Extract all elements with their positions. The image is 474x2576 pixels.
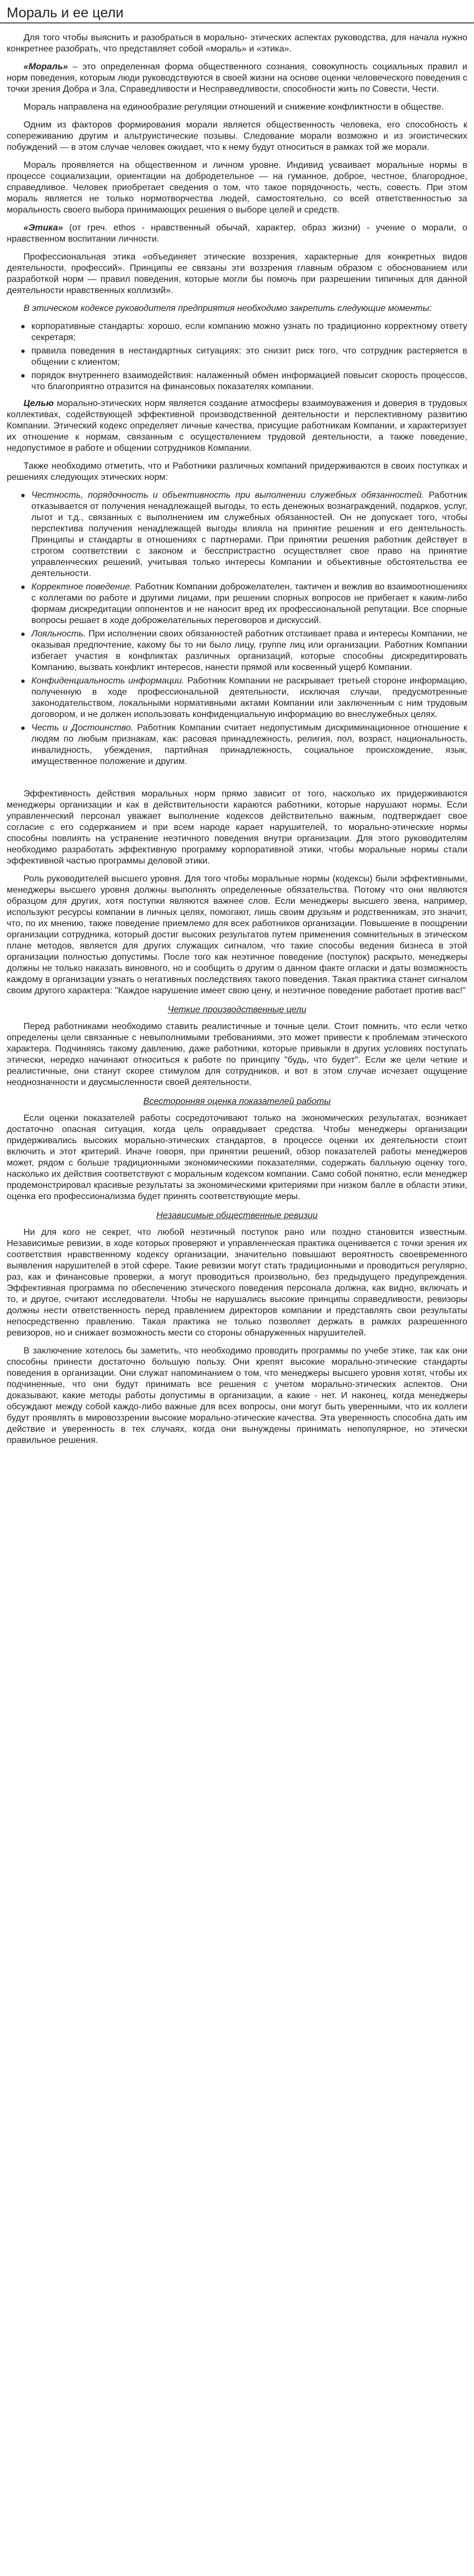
norm-title: Честность, порядочность и объективность при выполнении служебных обязанностей. bbox=[31, 490, 424, 500]
paragraph-effectiveness: Эффективность действия моральных норм прямо зависит от того, насколько их придерживаются менеджеры организации и как в действительности караются работники, которые нарушают нормы. Если управленческий персонал уважает выполнение кодексов действительно важным, подтверждает свое согласие с его содержанием и при всем народе карает нарушителей, то морально-этические нормы способны повлиять на устранение неэтичного поведения внутри организации. Для этого руководителям необходимо разработать эффективную программу корпоративной этики, чтобы моральные нормы стали эффективной частью программы деловой этики. bbox=[7, 789, 467, 866]
paragraph-moral-definition bbox=[7, 62, 467, 95]
norm-text: При исполнении своих обязанностей работник отстаивает права и интересы Компании, не оказывая предпочтение, какому бы то ни было лицу, группе лиц или организации. Работник Компании избегает участия в конфликтах различных организаций, которые способны дискредитировать Компанию, вызвать конфликт интересов, нанести прямой или косвенный ущерб Компании. bbox=[31, 629, 467, 672]
norm-title: Конфиденциальность информации. bbox=[31, 676, 185, 686]
list-item bbox=[21, 490, 467, 579]
list-item bbox=[21, 582, 467, 626]
article-body bbox=[7, 32, 467, 1453]
ethical-norms-list bbox=[21, 490, 467, 767]
ethics-definition-text: (от греч. ethos - нравственный обычай, характер, образ жизни) - учение о морали, о нравственном воспитании личности. bbox=[7, 223, 467, 244]
term-moral: «Мораль» bbox=[24, 62, 68, 72]
section-heading-audits: Независимые общественные ревизии bbox=[156, 1211, 318, 1220]
norm-title: Честь и Достоинство. bbox=[31, 723, 134, 733]
term-goal: Целью bbox=[24, 399, 54, 408]
moral-definition-text: – это определенная форма общественного сознания, совокупность социальных правил и норм поведения, которым люди руководствуются в своей жизни на основе оценки человеческого поведения с точки зрения Добра и Зла, Справедливости и Несправедливости, способности жить по Совести, Чести. bbox=[7, 62, 467, 94]
code-points-list bbox=[21, 321, 467, 393]
section-heading-evaluation: Всесторонняя оценка показателей работы bbox=[143, 1097, 331, 1106]
list-item: правила поведения в нестандартных ситуациях: это снизит риск того, что сотрудник растеряется в общении с клиентом; bbox=[21, 346, 467, 368]
paragraph-professional-ethics: Профессиональная этика «объединяет этические воззрения, характерные для конкретных видов деятельности, профессий». Принципы ее связаны эти воззрения главным образом с обоснованием или разработкой норм — правил поведения, которые могли бы помочь при разрешении типичных для данной деятельности нравственных коллизий». bbox=[7, 252, 467, 295]
norm-text: Работник отказывается от получения ненадлежащей выгоды, то есть денежных вознаграждений, подарков, услуг, льгот и т.д., связанных с выполнением им служебных обязанностей. Он не допускает того, чтобы перспектива получения ненадлежащей выгоды влияла на принятие решения и его деятельность. Принципы и стандарты в отношениях с партнерами. При принятии решения работник действует в строгом соответствии с законом и бесспристрастно осуществляет свое право на принятие управленческих решений, учитывая только интересы Компании и объективные обстоятельства ее деятельности. bbox=[31, 490, 467, 578]
paragraph-goal bbox=[7, 398, 467, 454]
paragraph-conclusion: В заключение хотелось бы заметить, что необходимо проводить программы по учебе этике, так как они способны принести достаточно большую пользу. Они крепят высокие морально-этические стандарты поведения в организации. Они служат напоминанием о том, что менеджеры высшего уровня хотят, чтобы их подчиненные, что они будут принимать все решения с учетом морально-этических аспектов. Они доказывают, какие методы работы допустимы в организации, а какие - нет. И наконец, когда менеджеры обсуждают между собой каждо-либо важные для всех вопросы, они могут быть уверенными, что их коллеги будут проявлять в мировоззрении высокие морально-этические качества. Эта уверенность способна дать им действие и уверенность в тех случаях, когда они вынуждены принимать непопулярное, но этически правильное решения. bbox=[7, 1346, 467, 1445]
list-item: порядок внутреннего взаимодействия: налаженный обмен информацией повысит скорость процессов, что благоприятно отразится на финансовых показателях компании. bbox=[21, 370, 467, 393]
term-ethics: «Этика» bbox=[24, 223, 63, 233]
list-item: корпоративные стандарты: хорошо, если компанию можно узнать по традиционно корректному ответу секретаря; bbox=[21, 321, 467, 343]
paragraph-audits: Ни для кого не секрет, что любой неэтичный поступок рано или поздно становится известным. Независимые ревизии, в ходе которых проверяют и управленческая практика оценивается с точки зрения их соответствия нравственному кодексу организации, значительно повышают вероятность своевременного выявления нарушителей в этой сфере. Такие ревизии могут стать традиционными и проводиться регулярно, раз, как и финансовые проверки, а могут проводиться произвольно, без предыдущего предупреждения. Эффективная программа по обеспечению этического поведения персонала должна, как видно, включать и то, и другое, считают исследователи. Чтобы не нарушались высокие принципы справедливости, ревизоры должны нести ответственность перед правлением директоров компании и представлять свои результаты непосредственно правлению. Такая практика не только позволяет держать в рамках разрешенного ревизоров, но и снижает возможность мести со стороны обнаруженных нарушителей. bbox=[7, 1228, 467, 1338]
paragraph-goals: Перед работниками необходимо ставить реалистичные и точные цели. Стоит помнить, что если четко определены цели связанные с невыполнимыми требованиями, это может привести к проблемам этического характера. Подчиняясь такому давлению, даже работники, которые привыкли в других условиях поступать этически, нередко начинают относиться к работе по принципу "будь, что будет". Если же цели четкие и реалистичные, они станут скорее стимулом для сотрудников, и вот в этом случае исчезает ощущение неоднозначности и двусмысленности своей деятельности. bbox=[7, 1022, 467, 1087]
paragraph-code-intro: В этическом кодексе руководителя предприятия необходимо закрепить следующие моменты: bbox=[24, 304, 432, 313]
norm-title: Корректное поведение. bbox=[31, 582, 133, 592]
paragraph-moral-factors: Одним из факторов формирования морали является общественность человека, его способность к сопереживанию другим и альтруистические позывы. Следование морали возможно и из эгоистических побуждений — в этом случае человек ожидает, что к нему будут относиться в рамках той же морали. bbox=[7, 120, 467, 152]
norm-text: Работник Компании доброжелателен, тактичен и вежлив во взаимоотношениях с коллегами по работе и другими лицами, при решении спорных вопросов не прибегает к каким-либо формам дискредитации оппонентов и не наносит вред их профессиональной репутации. Все спорные вопросы решает в ходе доброжелательных переговоров и дискуссий. bbox=[31, 582, 468, 625]
paragraph-moral-levels: Мораль проявляется на общественном и личном уровне. Индивид усваивает моральные нормы в процессе социализации, ориентации на добродетельное — на гуманное, доброе, честное, благородное, справедливое. Человек приобретает сведения о том, что такое порядочность, честь, совесть. При этом мораль является не только нормотворчества людей, самостоятельно, со всей ответственностью за моральность своего выбора принимающих решения о выборе целей и средств. bbox=[7, 161, 467, 215]
paragraph-moral-purpose: Мораль направлена на единообразие регуляции отношений и снижение конфликтности в обществе. bbox=[24, 102, 444, 112]
paragraph-evaluation: Если оценки показателей работы сосредоточивают только на экономических результатах, возникает достаточно опасная ситуация, когда цель оправдывает средства. Чтобы менеджеры организации придерживались высоких морально-этических стандартов, в процессе оценки их деятельности стоит включить и этот критерий. Иначе говоря, при принятии решений, обзор показателей работы менеджеров может, рядом с больше традиционными экономическими показателями, содержать балльную оценку того, насколько их действия соответствуют с моральным кодексом компании. Само собой понятно, если менеджер продемонстрировал красивые результаты за экономическими критериями при низком балле в области этики, оценка его профессионализма будет принять соответствующие меры. bbox=[7, 1114, 467, 1201]
list-item bbox=[21, 629, 467, 673]
page-title: Мораль и ее цели bbox=[7, 5, 124, 21]
norm-text: Работник Компании считает недопустимым дискриминационное отношение к людям по любым признакам, как: расовая принадлежность, религия, пол, возраст, национальность, инвалидность, убеждения, партийная принадлежность, социальное происхождение, язык, имущественное положение и другим. bbox=[31, 723, 467, 766]
list-item bbox=[21, 723, 467, 767]
norm-text: Работник Компании не раскрывает третьей стороне информацию, полученную в ходе профессиональной деятельности, исключая случаи, предусмотренные законодательством, локальными нормативными актами Компании или заключенным с ним трудовым договором, и не должен использовать конфиденциальную информацию во внеслужебных целях. bbox=[31, 676, 467, 719]
section-heading-goals: Четкие производственные цели bbox=[167, 1005, 307, 1015]
paragraph-leaders-role: Роль руководителей высшего уровня. Для того чтобы моральные нормы (кодексы) были эффективными, менеджеры высшего уровня должны выполнять определенные обязательства. Потому что они являются образцом для других, хотя поступки являются важнее слов. Если менеджеры высшего звена, например, используют ресурсы компании в личных целях, помогают, лишь своим друзьям и родственникам, это значит, что, по их мнению, также поведение приемлемо для всех работников организации. Повышение в поощрении организации сотрудника, который достиг высоких результатов путем применения сомнительных в этическом плане методов, является для других служащих сигналом, что такие способы ведения бизнеса в этой организации полностью допустимы. После того как неэтичное поведение (поступок) раскрыто, менеджеры должны не только наказать виновного, но и сообщить о другим о данном факте огласки и даты возможность каждому в организации узнать о негативных последствиях такого поведения. Такая практика станет сигналом своим другого характера: "Каждое нарушение имеет свою цену, и неэтичное поведение работает против вас!" bbox=[7, 874, 467, 996]
paragraph-norms-intro: Также необходимо отметить, что и Работники различных компаний придерживаются в своих поступках и решениях следующих этических норм: bbox=[7, 461, 467, 482]
paragraph-intro: Для того чтобы выяснить и разобраться в морально- этических аспектах руководства, для начала нужно конкретнее разобрать, что представляет собой «мораль» и «этика». bbox=[7, 33, 467, 54]
section-gap bbox=[7, 773, 467, 789]
title-divider bbox=[0, 22, 474, 23]
norm-title: Лояльность. bbox=[31, 629, 86, 639]
list-item bbox=[21, 676, 467, 720]
goal-text: морально-этических норм является создание атмосферы взаимоуважения и доверия в трудовых коллективах, содействующей эффективной производственной деятельности и перспективному развитию Компании. Этический кодекс определяет личные качества, присущие работникам Компании, и характеризует их отношение к нормам, связанным с осуществлением трудовой деятельности, а также поведение, недопустимое в работе и общении сотрудников Компании. bbox=[7, 399, 467, 453]
paragraph-ethics-definition bbox=[7, 223, 467, 245]
